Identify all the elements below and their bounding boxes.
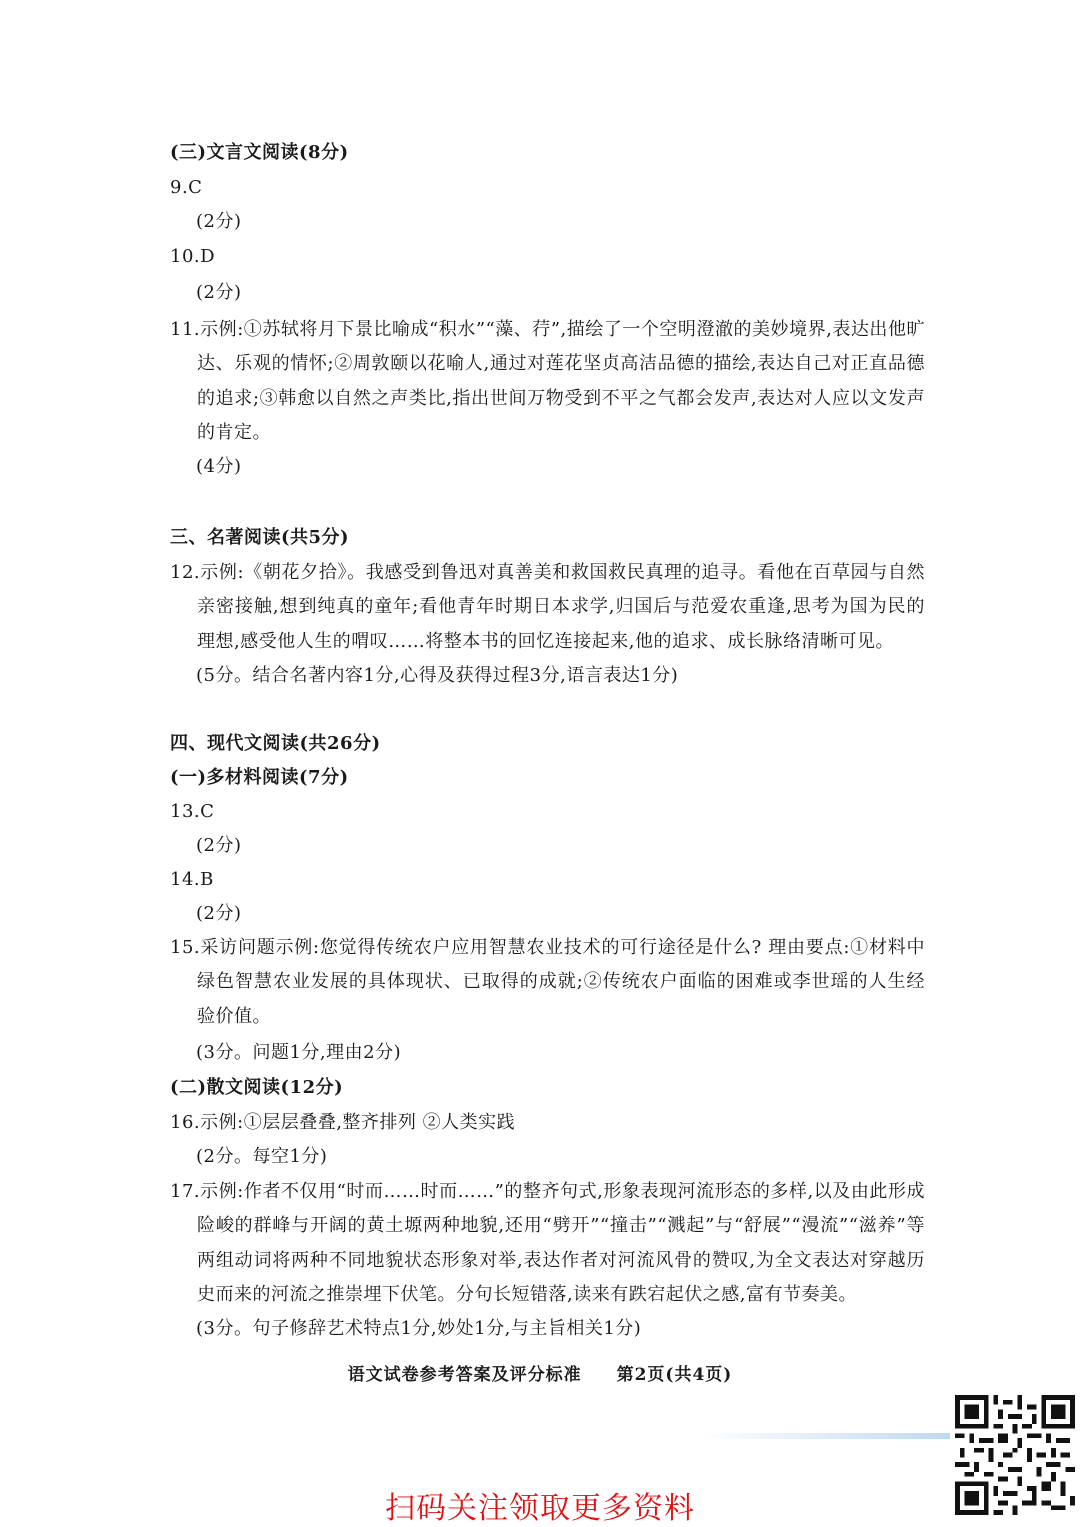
answer-13: 13.C [170,801,215,822]
answer-9: 9.C [170,177,203,198]
promo-banner: 扫码关注领取更多资料 [385,1491,695,1526]
section-classics-header: 三、名著阅读(共5分) [170,527,350,548]
answer-16: 16.示例:①层层叠叠,整齐排列 ②人类实践 [170,1112,516,1133]
answer-14: 14.B [170,869,214,890]
answer-12: 12.示例:《朝花夕拾》。我感受到鲁迅对真善美和救国救民真理的追寻。看他在百草园与自然亲密接触,想到纯真的童年;看他青年时期日本求学,归国后与范爱农重逢,思考为国为民的理想,感受他人生的喟叹……将整本书的回忆连接起来,他的追求、成长脉络清晰可见。 [170,562,925,652]
decorative-bar [700,1433,950,1439]
score-9: (2分) [196,211,242,232]
score-12: (5分。结合名著内容1分,心得及获得过程3分,语言表达1分) [196,665,679,686]
score-16: (2分。每空1分) [196,1146,328,1167]
section-multi-material-header: (一)多材料阅读(7分) [170,767,349,788]
footer-page-number: 第2页(共4页) [616,1365,733,1385]
score-11: (4分) [196,456,242,477]
score-15: (3分。问题1分,理由2分) [196,1042,402,1063]
score-13: (2分) [196,835,242,856]
section-prose-header: (二)散文阅读(12分) [170,1077,344,1098]
page-footer [0,1360,1080,1385]
answer-15: 15.采访问题示例:您觉得传统农户应用智慧农业技术的可行途径是什么? 理由要点:①材料中绿色智慧农业发展的具体现状、已取得的成就;②传统农户面临的困难或李世瑶的人生经验价值。 [170,937,925,1027]
section-classical-chinese-header: (三)文言文阅读(8分) [170,142,349,163]
score-17: (3分。句子修辞艺术特点1分,妙处1分,与主旨相关1分) [196,1318,642,1339]
answer-11: 11.示例:①苏轼将月下景比喻成“积水”“藻、荇”,描绘了一个空明澄澈的美妙境界,表达出他旷达、乐观的情怀;②周敦颐以花喻人,通过对莲花坚贞高洁品德的描绘,表达自己对正直品德的追求;③韩愈以自然之声类比,指出世间万物受到不平之气都会发声,表达对人应以文发声的肯定。 [170,319,925,444]
score-14: (2分) [196,903,242,924]
score-10: (2分) [196,282,242,303]
section-modern-reading-header: 四、现代文阅读(共26分) [170,733,381,754]
footer-title: 语文试卷参考答案及评分标准 [347,1365,582,1385]
answer-17: 17.示例:作者不仅用“时而……时而……”的整齐句式,形象表现河流形态的多样,以及由此形成险峻的群峰与开阔的黄土塬两种地貌,还用“劈开”“撞击”“溅起”与“舒展”“漫流”“滋养”等两组动词将两种不同地貌状态形象对举,表达作者对河流风骨的赞叹,为全文表达对穿越历史而来的河流之推崇埋下伏笔。分句长短错落,读来有跌宕起伏之感,富有节奏美。 [170,1181,925,1306]
answer-10: 10.D [170,246,216,267]
